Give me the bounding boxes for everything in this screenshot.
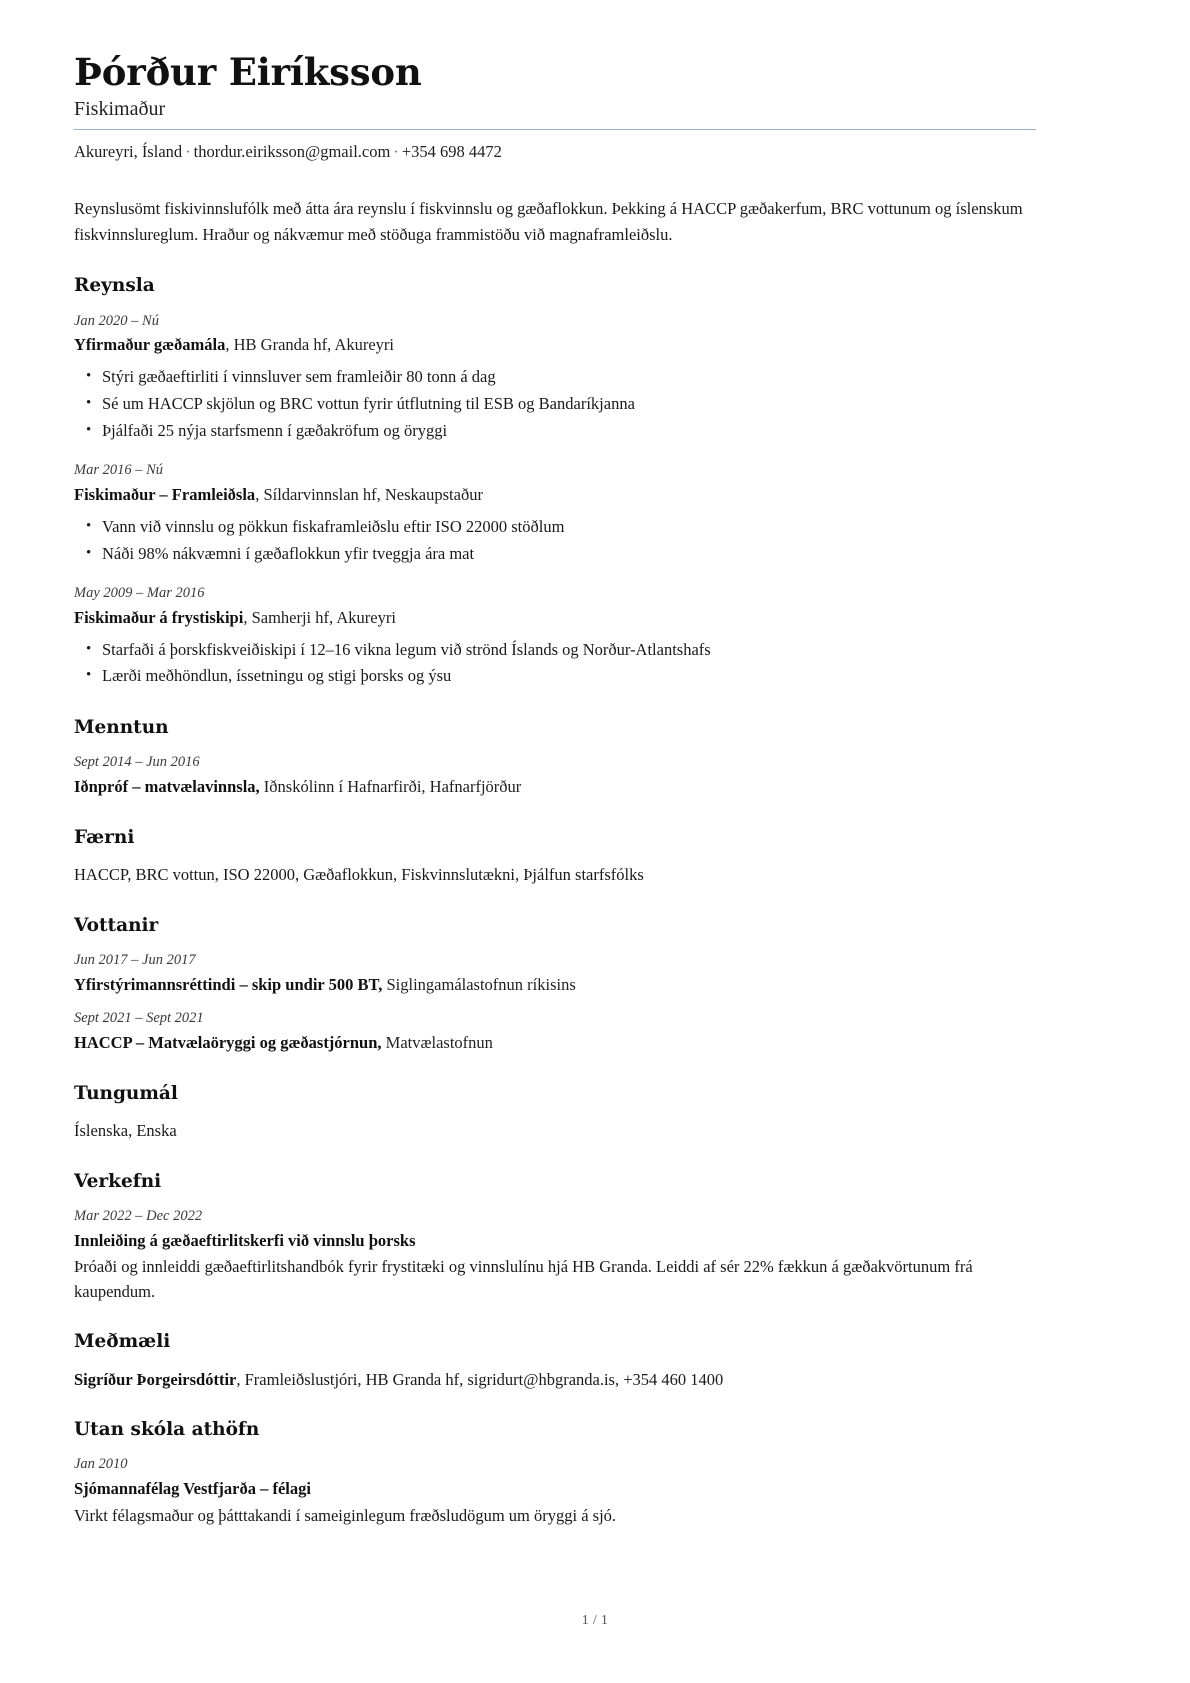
section-title-skills: Færni: [74, 826, 135, 848]
entry-description: Virkt félagsmaður og þátttakandi í sameiginlegum fræðsludögum um öryggi á sjó.: [74, 1505, 617, 1525]
entry-heading: [74, 775, 1036, 800]
entry-heading: [74, 483, 1036, 508]
list-item: • Stýri gæðaeftirliti í vinnsluver sem framleiðir 80 tonn á dag: [74, 364, 1036, 391]
entry-date: May 2009 – Mar 2016: [74, 585, 205, 602]
entry-date: Jun 2017 – Jun 2017: [74, 951, 196, 968]
experience-entry: [74, 460, 1036, 567]
entry-heading: [74, 606, 1036, 631]
entry-institution: Iðnskólinn í Hafnarfirði, Hafnarfjörður: [259, 777, 522, 797]
entry-issuer: Matvælastofnun: [381, 1033, 493, 1053]
certificate-entry: [74, 1008, 1036, 1056]
reference-name: Sigríður Þorgeirsdóttir: [74, 1369, 237, 1389]
list-item: • Vann við vinnslu og pökkun fiskaframleiðslu eftir ISO 22000 stöðlum: [74, 514, 1036, 541]
section-skills: [74, 827, 1036, 888]
entry-heading: [74, 333, 1036, 358]
entry-description: Þróaði og innleiddi gæðaeftirlitshandbók fyrir frystitæki og vinnslulínu hjá HB Granda. Leiddi af sér 22% fækkun á gæðakvörtunum frá kaupendum.: [74, 1257, 973, 1302]
entry-date: Jan 2020 – Nú: [74, 312, 159, 329]
section-title-extracurricular: Utan skóla athöfn: [74, 1419, 260, 1441]
section-education: [74, 717, 1036, 800]
contact-location: Akureyri, Ísland: [74, 142, 183, 162]
entry-bullet-list: [74, 514, 1036, 567]
entry-certificate-name: Yfirstýrimannsréttindi – skip undir 500 BT,: [74, 974, 383, 994]
entry-bullet-list: [74, 364, 1036, 444]
header-divider: [74, 129, 1036, 130]
professional-headline: Fiskimaður: [74, 98, 166, 121]
entry-heading: [74, 1477, 1036, 1502]
entry-date: Sept 2014 – Jun 2016: [74, 754, 200, 771]
entry-project-title: Innleiðing á gæðaeftirlitskerfi við vinnslu þorsks: [74, 1230, 416, 1250]
reference-details: , Framleiðslustjóri, HB Granda hf, sigridurt@hbgranda.is, +354 460 1400: [236, 1369, 724, 1389]
page-indicator: 1 / 1: [581, 1613, 609, 1628]
section-projects: [74, 1171, 1036, 1305]
contact-email[interactable]: thordur.eiriksson@gmail.com: [193, 142, 391, 162]
section-extracurricular: [74, 1419, 1036, 1528]
entry-heading: [74, 1229, 1036, 1254]
project-entry: [74, 1206, 1036, 1305]
entry-date: Mar 2016 – Nú: [74, 462, 164, 479]
skills-list: HACCP, BRC vottun, ISO 22000, Gæðaflokkun, Fiskvinnslutækni, Þjálfun starfsfólks: [74, 865, 644, 885]
section-title-languages: Tungumál: [74, 1082, 178, 1104]
entry-date: Mar 2022 – Dec 2022: [74, 1207, 203, 1224]
certificate-entry: [74, 950, 1036, 998]
reference-line: [74, 1367, 1036, 1393]
list-item: • Sé um HACCP skjölun og BRC vottun fyrir útflutning til ESB og Bandaríkjanna: [74, 391, 1036, 418]
page-title: Þórður Eiríksson: [74, 50, 422, 94]
entry-bullet-list: [74, 637, 1036, 690]
entry-activity-title: Sjómannafélag Vestfjarða – félagi: [74, 1479, 311, 1499]
section-title-education: Menntun: [74, 717, 169, 739]
entry-role: Fiskimaður á frystiskipi: [74, 608, 244, 628]
entry-date: Jan 2010: [74, 1456, 128, 1473]
entry-heading: [74, 1031, 1036, 1056]
section-certificates: [74, 915, 1036, 1056]
list-item: • Lærði meðhöndlun, íssetningu og stigi þorsks og ýsu: [74, 663, 1036, 690]
section-experience: [74, 275, 1036, 690]
section-title-projects: Verkefni: [74, 1170, 162, 1192]
section-references: [74, 1331, 1036, 1392]
contact-line: [74, 140, 1036, 164]
section-languages: [74, 1083, 1036, 1144]
contact-separator-1: ·: [185, 142, 191, 162]
entry-organization: , Síldarvinnslan hf, Neskaupstaður: [255, 485, 483, 505]
contact-phone[interactable]: +354 698 4472: [401, 142, 502, 162]
entry-issuer: Siglingamálastofnun ríkisins: [382, 974, 576, 994]
list-item: • Þjálfaði 25 nýja starfsmenn í gæðakröfum og öryggi: [74, 418, 1036, 445]
contact-separator-2: ·: [393, 142, 399, 162]
list-item: • Náði 98% nákvæmni í gæðaflokkun yfir tveggja ára mat: [74, 541, 1036, 568]
professional-summary: Reynslusömt fiskivinnslufólk með átta ára reynslu í fiskvinnslu og gæðaflokkun. Þekking á HACCP gæðakerfum, BRC vottunum og íslenskum fiskvinnslureglum. Hraður og nákvæmur með stöðuga frammistöðu við magnaframleiðslu.: [74, 199, 1023, 245]
entry-role: Yfirmaður gæðamála: [74, 335, 226, 355]
entry-organization: , Samherji hf, Akureyri: [243, 608, 396, 628]
extracurricular-entry: [74, 1454, 1036, 1528]
list-item: • Starfaði á þorskfiskveiðiskipi í 12–16 vikna legum við strönd Íslands og Norður-Atlantshafs: [74, 637, 1036, 664]
entry-degree: Iðnpróf – matvælavinnsla,: [74, 777, 260, 797]
entry-heading: [74, 973, 1036, 998]
section-title-experience: Reynsla: [74, 275, 155, 297]
entry-organization: , HB Granda hf, Akureyri: [225, 335, 395, 355]
entry-role: Fiskimaður – Framleiðsla: [74, 485, 256, 505]
entry-certificate-name: HACCP – Matvælaöryggi og gæðastjórnun,: [74, 1033, 382, 1053]
resume-content: [74, 52, 1036, 1528]
entry-date: Sept 2021 – Sept 2021: [74, 1010, 204, 1027]
experience-entry: [74, 311, 1036, 445]
languages-list: Íslenska, Enska: [74, 1121, 177, 1141]
section-title-references: Meðmæli: [74, 1331, 171, 1353]
page-footer: [0, 1613, 1190, 1629]
experience-entry: [74, 583, 1036, 690]
section-title-certificates: Vottanir: [74, 914, 159, 936]
education-entry: [74, 752, 1036, 800]
